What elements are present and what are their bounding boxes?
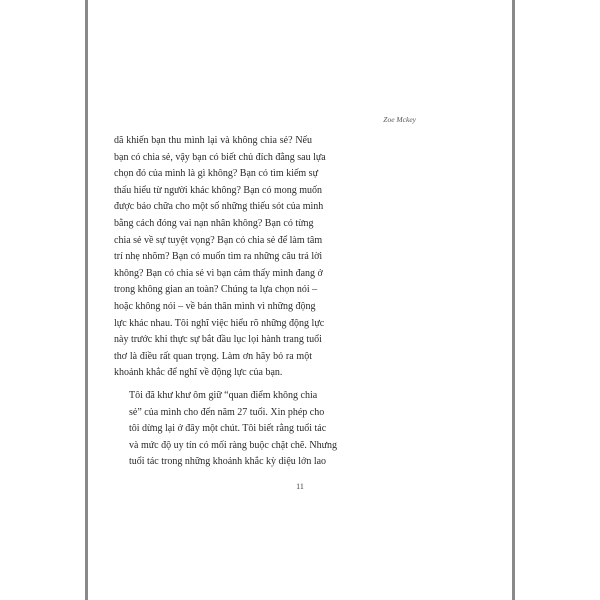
page-number: 11 bbox=[296, 482, 304, 491]
text-line: chia sẻ về sự tuyệt vọng? Bạn có chia sẻ để làm tâm bbox=[114, 234, 323, 246]
text-line: trong không gian an toàn? Chúng ta lựa chọn nói – bbox=[114, 284, 318, 296]
text-line: này trước khi thực sự bắt đầu lục lọi hành trang tuổi bbox=[114, 334, 322, 346]
text-line: dã khiến bạn thu mình lại và không chia sẻ? Nếu bbox=[114, 135, 312, 146]
text-line: được bảo chữa cho một số những thiếu sót của mình bbox=[114, 201, 324, 213]
text-line: thơ là điều rất quan trọng. Làm ơn hãy bỏ ra một bbox=[114, 350, 312, 362]
text-line: tuổi tác trong những khoảnh khắc kỳ diệu lớn lao bbox=[129, 456, 327, 468]
text-line: thấu hiểu từ người khác không? Bạn có mong muốn bbox=[114, 184, 323, 196]
text-line: lực khác nhau. Tôi nghĩ việc hiểu rõ những động lực bbox=[114, 317, 325, 329]
paragraph bbox=[114, 388, 338, 471]
text-line: bằng cách đóng vai nạn nhân không? Bạn có từng bbox=[114, 217, 314, 229]
text-line: trí nhẹ nhõm? Bạn có muốn tìm ra những câu trả lời bbox=[114, 251, 323, 263]
paragraph bbox=[114, 133, 326, 382]
body-text bbox=[114, 133, 338, 471]
text-line: khoảnh khắc để nghĩ về động lực của bạn. bbox=[114, 367, 283, 379]
text-line: sẻ” của mình cho đến năm 27 tuổi. Xin phép cho bbox=[129, 406, 325, 418]
running-head: Zoe Mckey bbox=[383, 115, 416, 124]
text-line: tôi dừng lại ở đây một chút. Tôi biết rằng tuổi tác bbox=[129, 423, 327, 435]
text-line: Tôi đã khư khư ôm giữ “quan điểm không chia bbox=[129, 389, 318, 401]
text-line: không? Bạn có chia sẻ vì bạn cảm thấy mình đang ở bbox=[114, 267, 323, 279]
text-line: chọn đó của mình là gì không? Bạn có tìm kiếm sự bbox=[114, 168, 318, 180]
text-line: bạn có chia sẻ, vậy bạn có biết chủ đích đằng sau lựa bbox=[114, 151, 326, 163]
text-line: và mức độ uy tín có mối ràng buộc chặt chẽ. Nhưng bbox=[129, 439, 338, 451]
text-line: hoặc không nói – về bản thân mình vì những động bbox=[114, 300, 316, 312]
